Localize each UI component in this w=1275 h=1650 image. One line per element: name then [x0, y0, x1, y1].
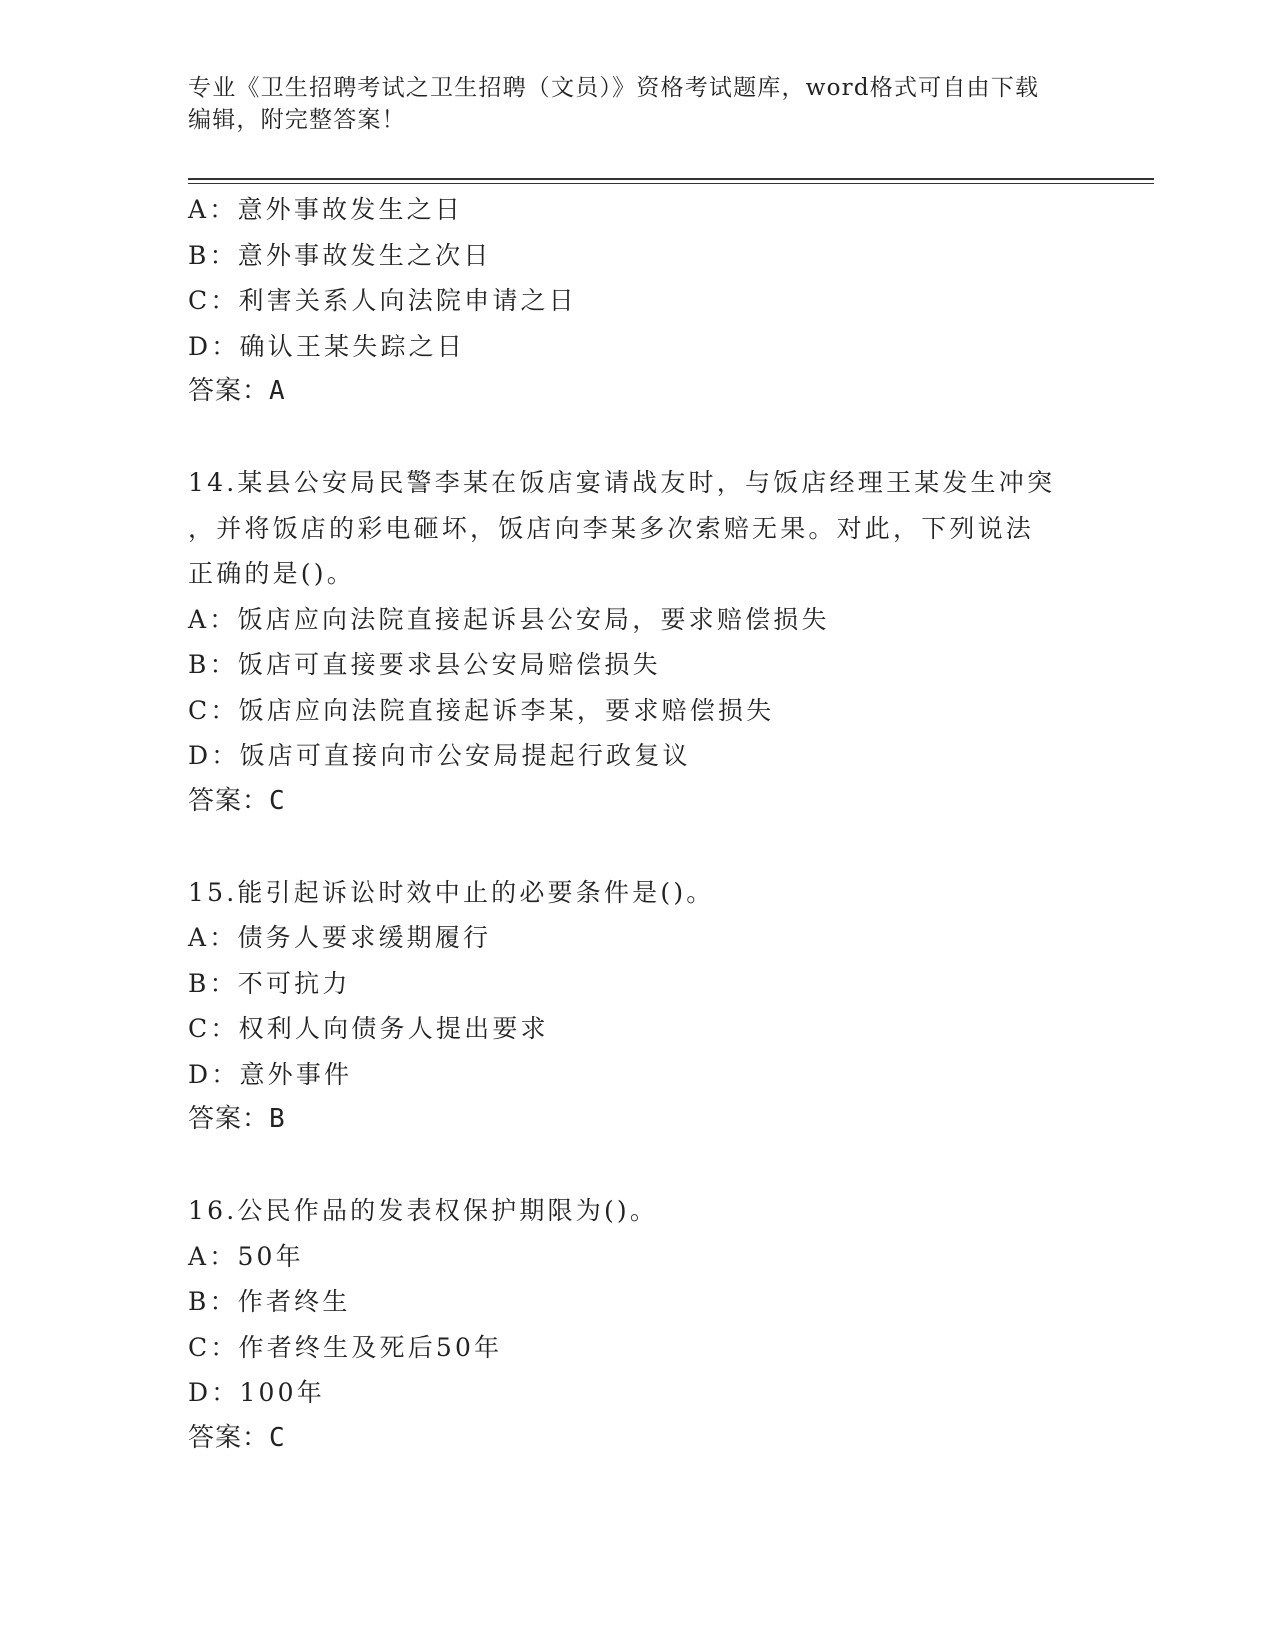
- question-list: [188, 187, 1088, 1461]
- option-c: C：利害关系人向法院申请之日: [188, 286, 577, 315]
- question-stem-line: 14.某县公安局民警李某在饭店宴请战友时，与饭店经理王某发生冲突: [188, 468, 1056, 497]
- question-stem-line: 15.能引起诉讼时效中止的必要条件是()。: [188, 877, 715, 907]
- question-13-block: [188, 187, 1088, 415]
- option-a: A：意外事故发生之日: [188, 195, 464, 224]
- spacer: [188, 415, 1088, 461]
- header-line-2: 编辑，附完整答案！: [188, 107, 406, 133]
- question-stem-line: 16.公民作品的发表权保护期限为()。: [188, 1196, 659, 1225]
- option-c: C：作者终生及死后50年: [188, 1332, 503, 1362]
- option-b: B：饭店可直接要求县公安局赔偿损失: [188, 650, 661, 679]
- header-divider-thick: [188, 178, 1154, 180]
- option-d: D：确认王某失踪之日: [188, 331, 466, 361]
- option-c: C：权利人向债务人提出要求: [188, 1014, 549, 1043]
- option-a: A：50年: [188, 1241, 304, 1271]
- option-b: B：意外事故发生之次日: [188, 240, 492, 270]
- option-b: B：作者终生: [188, 1287, 351, 1316]
- option-d: D：饭店可直接向市公安局提起行政复议: [188, 741, 691, 770]
- header-divider-thin: [188, 183, 1154, 184]
- question-15-block: [188, 870, 1088, 1143]
- question-stem-line: 正确的是()。: [188, 559, 355, 588]
- spacer: [188, 1143, 1088, 1189]
- option-a: A：饭店应向法院直接起诉县公安局，要求赔偿损失: [188, 604, 830, 634]
- answer-line: 答案：C: [188, 785, 286, 816]
- answer-line: 答案：A: [188, 376, 286, 406]
- answer-line: 答案：C: [188, 1422, 286, 1453]
- question-16-block: [188, 1188, 1088, 1461]
- document-header: [188, 72, 1088, 136]
- question-14-block: [188, 460, 1088, 824]
- option-b: B：不可抗力: [188, 968, 351, 998]
- header-line-1: 专业《卫生招聘考试之卫生招聘（文员）》资格考试题库，word格式可自由下载: [188, 75, 1040, 101]
- option-c: C：饭店应向法院直接起诉李某，要求赔偿损失: [188, 695, 775, 725]
- answer-line: 答案：B: [188, 1104, 286, 1134]
- question-stem-line: ，并将饭店的彩电砸坏，饭店向李某多次索赔无果。对此，下列说法: [188, 513, 1035, 543]
- option-d: D：意外事件: [188, 1059, 353, 1089]
- option-d: D：100年: [188, 1378, 325, 1407]
- option-a: A：债务人要求缓期履行: [188, 923, 492, 952]
- spacer: [188, 824, 1088, 870]
